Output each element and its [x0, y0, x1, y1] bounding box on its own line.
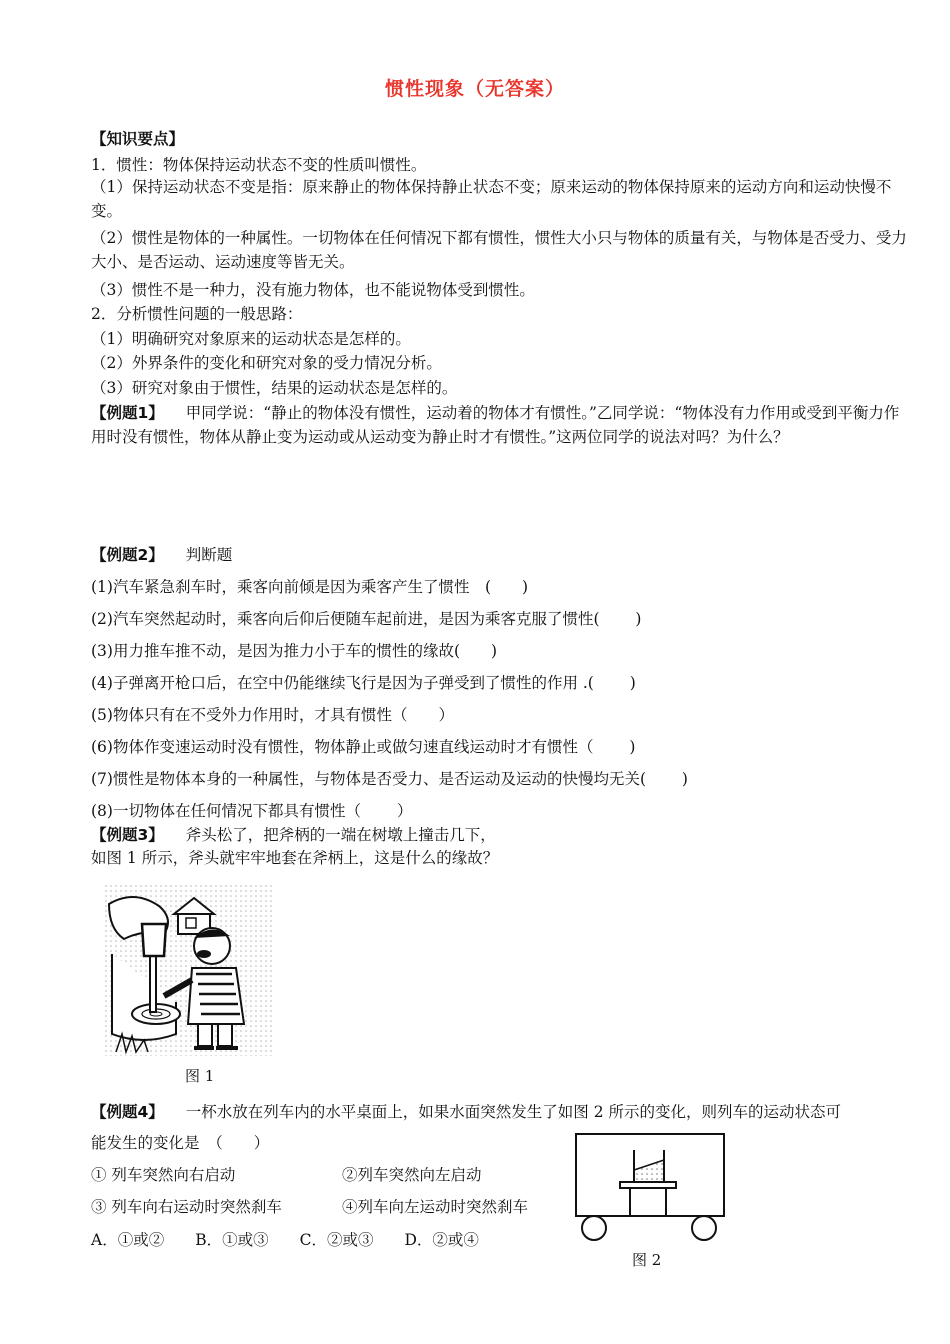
example-1-label: 【例题1】	[91, 404, 164, 422]
knowledge-point-1: 1．惯性：物体保持运动状态不变的性质叫惯性。	[91, 156, 427, 174]
example-3-label: 【例题3】	[91, 826, 164, 844]
example-2-header	[91, 543, 232, 565]
judgment-item: (6)物体作变速运动时没有惯性，物体静止或做匀速直线运动时才有惯性（ )	[91, 738, 636, 756]
judgment-item: (5)物体只有在不受外力作用时，才具有惯性（ ）	[91, 706, 454, 724]
example-2-label: 【例题2】	[91, 546, 164, 564]
figure-2-caption: 图 2	[632, 1251, 662, 1269]
knowledge-point-2: 2．分析惯性问题的一般思路：	[91, 305, 303, 323]
knowledge-point-2-1: （1）明确研究对象原来的运动状态是怎样的。	[91, 330, 411, 348]
judgment-item: (7)惯性是物体本身的一种属性，与物体是否受力、是否运动及运动的快慢均无关( )	[91, 770, 688, 788]
page-title: 惯性现象（无答案）	[384, 78, 565, 100]
knowledge-point-2-3: （3）研究对象由于惯性，结果的运动状态是怎样的。	[91, 379, 458, 397]
knowledge-point-1-2: （2）惯性是物体的一种属性。一切物体在任何情况下都有惯性，惯性大小只与物体的质量有关，与物体是否受力、受力大小、是否运动、运动速度等皆无关。	[91, 229, 907, 271]
knowledge-point-1-1: （1）保持运动状态不变是指：原来静止的物体保持静止状态不变；原来运动的物体保持原来的运动方向和运动快慢不变。	[91, 178, 892, 220]
example-3-line-2: 如图 1 所示，斧头就牢牢地套在斧柄上，这是什么的缘故？	[91, 849, 499, 867]
train-car-diagram	[570, 1132, 730, 1244]
knowledge-heading: 【知识要点】	[91, 130, 185, 148]
judgment-item: (1)汽车紧急刹车时，乘客向前倾是因为乘客产生了惯性 ( )	[91, 578, 529, 596]
option-4: ④列车向左运动时突然刹车	[342, 1198, 529, 1216]
example-4-line-1: 【例题4】 一杯水放在列车内的水平桌面上，如果水面突然发生了如图 2 所示的变化，则列车的运动状态可	[91, 1103, 842, 1121]
option-2: ②列车突然向左启动	[342, 1166, 482, 1184]
example-4-label: 【例题4】	[91, 1103, 164, 1121]
option-3: ③ 列车向右运动时突然刹车	[91, 1198, 282, 1216]
knowledge-point-2-2: （2）外界条件的变化和研究对象的受力情况分析。	[91, 354, 442, 372]
knowledge-point-1-3: （3）惯性不是一种力，没有施力物体，也不能说物体受到惯性。	[91, 281, 535, 299]
example-1-text: 甲同学说：“静止的物体没有惯性，运动着的物体才有惯性。”乙同学说：“物体没有力作用或受到平衡力作用时没有惯性，物体从静止变为运动或从运动变为静止时才有惯性。”这两位同学的说法对吗？为什么？	[91, 404, 900, 446]
option-1: ① 列车突然向右启动	[91, 1166, 236, 1184]
figure-1-caption: 图 1	[185, 1067, 215, 1085]
example-2-subtitle: 判断题	[185, 546, 233, 564]
judgment-item: (3)用力推车推不动，是因为推力小于车的惯性的缘故( )	[91, 642, 498, 660]
example-1	[91, 401, 911, 449]
answer-choices: A．①或② B．①或③ C．②或③ D．②或④	[91, 1231, 479, 1249]
example-3-line-1: 【例题3】 斧头松了，把斧柄的一端在树墩上撞击几下，	[91, 826, 496, 844]
axe-illustration	[104, 884, 272, 1056]
judgment-item: (8)一切物体在任何情况下都具有惯性（ ）	[91, 802, 413, 820]
example-4-line-2: 能发生的变化是 （ ）	[91, 1134, 270, 1152]
judgment-item: (4)子弹离开枪口后，在空中仍能继续飞行是因为子弹受到了惯性的作用 .( )	[91, 674, 636, 692]
judgment-item: (2)汽车突然起动时，乘客向后仰后便随车起前进，是因为乘客克服了惯性( )	[91, 610, 642, 628]
